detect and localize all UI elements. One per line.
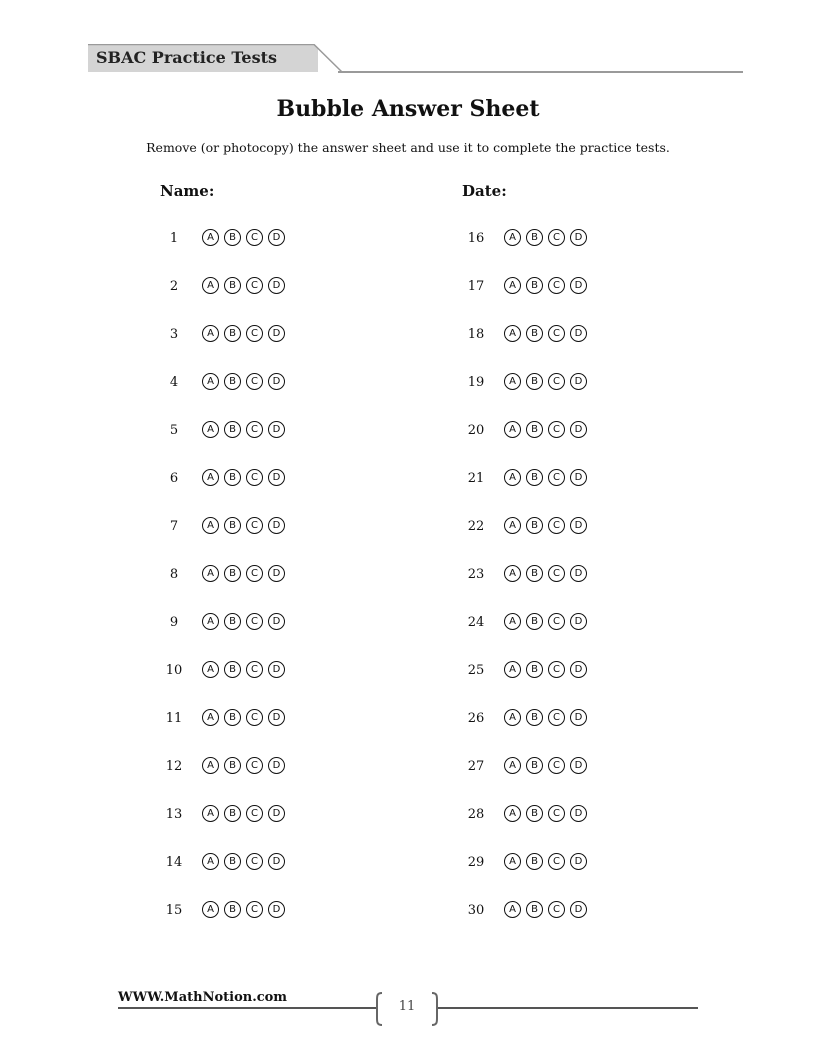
date-label: Date: [462, 182, 507, 200]
question-number: 8 [169, 567, 179, 582]
instructions: Remove (or photocopy) the answer sheet and use it to complete the practice tests. [146, 140, 670, 155]
answer-bubble-d[interactable]: D [268, 373, 285, 390]
section-header [88, 44, 743, 76]
answer-bubbles [202, 805, 285, 822]
answer-bubble-c[interactable]: C [548, 661, 565, 678]
answer-bubble-c[interactable]: C [246, 373, 263, 390]
header-section-title: SBAC Practice Tests [96, 48, 277, 67]
answer-bubble-d[interactable]: D [570, 565, 587, 582]
answer-bubbles [202, 277, 285, 294]
answer-bubble-b[interactable]: B [224, 373, 241, 390]
answer-bubble-d[interactable]: D [268, 517, 285, 534]
footer-rule-right [438, 1007, 698, 1009]
answer-bubble-d[interactable]: D [268, 229, 285, 246]
question-number: 28 [467, 807, 485, 822]
answer-bubbles [504, 757, 587, 774]
answer-bubble-a[interactable]: A [504, 661, 521, 678]
answer-bubble-d[interactable]: D [570, 757, 587, 774]
answer-bubbles [202, 757, 285, 774]
answer-bubble-a[interactable]: A [504, 709, 521, 726]
question-number: 9 [169, 615, 179, 630]
answer-bubble-b[interactable]: B [526, 901, 543, 918]
answer-bubble-c[interactable]: C [246, 421, 263, 438]
answer-bubble-c[interactable]: C [548, 565, 565, 582]
question-number: 21 [467, 471, 485, 486]
answer-bubble-b[interactable]: B [526, 277, 543, 294]
answer-bubble-d[interactable]: D [570, 277, 587, 294]
answer-bubble-b[interactable]: B [526, 853, 543, 870]
answer-bubble-c[interactable]: C [548, 613, 565, 630]
question-number: 5 [169, 423, 179, 438]
answer-bubble-c[interactable]: C [246, 757, 263, 774]
answer-bubble-d[interactable]: D [570, 661, 587, 678]
answer-bubble-d[interactable]: D [570, 421, 587, 438]
answer-bubble-a[interactable]: A [504, 469, 521, 486]
answer-bubble-c[interactable]: C [246, 853, 263, 870]
answer-bubble-c[interactable]: C [548, 901, 565, 918]
answer-bubble-b[interactable]: B [224, 757, 241, 774]
answer-bubble-d[interactable]: D [268, 805, 285, 822]
answer-bubbles [202, 853, 285, 870]
answer-bubble-b[interactable]: B [224, 565, 241, 582]
question-number: 19 [467, 375, 485, 390]
answer-bubble-b[interactable]: B [526, 661, 543, 678]
answer-bubble-b[interactable]: B [224, 709, 241, 726]
answer-bubbles [504, 469, 587, 486]
answer-bubble-a[interactable]: A [504, 277, 521, 294]
answer-bubble-b[interactable]: B [224, 853, 241, 870]
question-number: 14 [165, 855, 183, 870]
answer-bubble-b[interactable]: B [224, 421, 241, 438]
answer-bubble-a[interactable]: A [504, 853, 521, 870]
answer-bubble-d[interactable]: D [570, 613, 587, 630]
answer-bubble-b[interactable]: B [224, 277, 241, 294]
answer-bubble-c[interactable]: C [246, 805, 263, 822]
footer-rule-left [118, 1007, 378, 1009]
answer-bubble-b[interactable]: B [526, 613, 543, 630]
answer-bubble-c[interactable]: C [246, 517, 263, 534]
question-number: 29 [467, 855, 485, 870]
answer-bubble-a[interactable]: A [504, 325, 521, 342]
answer-bubble-d[interactable]: D [268, 565, 285, 582]
answer-bubble-a[interactable]: A [202, 901, 219, 918]
answer-bubble-c[interactable]: C [548, 805, 565, 822]
answer-bubble-a[interactable]: A [504, 613, 521, 630]
answer-bubble-c[interactable]: C [548, 853, 565, 870]
answer-bubble-d[interactable]: D [570, 805, 587, 822]
answer-bubble-d[interactable]: D [570, 517, 587, 534]
question-number: 16 [467, 231, 485, 246]
answer-bubble-a[interactable]: A [504, 421, 521, 438]
question-number: 3 [169, 327, 179, 342]
answer-bubble-d[interactable]: D [570, 325, 587, 342]
question-number: 26 [467, 711, 485, 726]
answer-bubbles [202, 901, 285, 918]
answer-bubbles [504, 373, 587, 390]
answer-bubble-c[interactable]: C [246, 325, 263, 342]
answer-bubble-d[interactable]: D [570, 373, 587, 390]
question-number: 6 [169, 471, 179, 486]
answer-bubble-a[interactable]: A [202, 517, 219, 534]
answer-bubbles [202, 229, 285, 246]
answer-bubble-a[interactable]: A [504, 901, 521, 918]
answer-bubble-b[interactable]: B [224, 613, 241, 630]
answer-bubble-d[interactable]: D [268, 277, 285, 294]
answer-bubble-b[interactable]: B [224, 469, 241, 486]
question-number: 1 [169, 231, 179, 246]
question-number: 4 [169, 375, 179, 390]
question-number: 11 [165, 711, 183, 726]
answer-bubble-c[interactable]: C [548, 469, 565, 486]
answer-bubbles [504, 565, 587, 582]
answer-bubble-b[interactable]: B [526, 565, 543, 582]
question-number: 27 [467, 759, 485, 774]
answer-bubble-d[interactable]: D [268, 901, 285, 918]
answer-bubble-d[interactable]: D [268, 757, 285, 774]
answer-bubble-a[interactable]: A [202, 757, 219, 774]
answer-bubble-d[interactable]: D [570, 229, 587, 246]
answer-bubble-b[interactable]: B [224, 901, 241, 918]
answer-bubble-a[interactable]: A [504, 373, 521, 390]
answer-bubbles [202, 421, 285, 438]
question-number: 22 [467, 519, 485, 534]
answer-bubble-d[interactable]: D [570, 901, 587, 918]
answer-bubbles [504, 421, 587, 438]
answer-bubbles [202, 613, 285, 630]
answer-bubble-c[interactable]: C [246, 229, 263, 246]
answer-bubble-a[interactable]: A [202, 229, 219, 246]
answer-bubble-c[interactable]: C [548, 709, 565, 726]
answer-bubbles [202, 325, 285, 342]
answer-bubble-a[interactable]: A [202, 421, 219, 438]
answer-bubble-c[interactable]: C [246, 661, 263, 678]
answer-bubble-c[interactable]: C [246, 565, 263, 582]
answer-bubble-b[interactable]: B [224, 661, 241, 678]
question-number: 20 [467, 423, 485, 438]
answer-bubble-b[interactable]: B [526, 709, 543, 726]
answer-bubble-c[interactable]: C [548, 517, 565, 534]
answer-bubble-b[interactable]: B [526, 421, 543, 438]
answer-bubble-b[interactable]: B [526, 757, 543, 774]
answer-bubbles [202, 469, 285, 486]
answer-bubble-d[interactable]: D [268, 421, 285, 438]
answer-bubbles [504, 517, 587, 534]
answer-bubble-b[interactable]: B [224, 805, 241, 822]
answer-bubble-a[interactable]: A [202, 469, 219, 486]
answer-bubbles [504, 613, 587, 630]
answer-bubble-a[interactable]: A [202, 277, 219, 294]
page-title: Bubble Answer Sheet [276, 96, 540, 122]
question-number: 7 [169, 519, 179, 534]
answer-bubble-b[interactable]: B [224, 325, 241, 342]
answer-bubbles [504, 277, 587, 294]
answer-bubbles [202, 661, 285, 678]
answer-bubble-a[interactable]: A [504, 565, 521, 582]
answer-bubble-a[interactable]: A [202, 661, 219, 678]
answer-bubble-a[interactable]: A [504, 757, 521, 774]
answer-bubble-c[interactable]: C [548, 757, 565, 774]
answer-bubble-b[interactable]: B [224, 517, 241, 534]
question-number: 25 [467, 663, 485, 678]
question-number: 13 [165, 807, 183, 822]
answer-bubble-b[interactable]: B [526, 373, 543, 390]
answer-bubble-c[interactable]: C [548, 325, 565, 342]
answer-bubble-a[interactable]: A [202, 853, 219, 870]
answer-bubble-d[interactable]: D [268, 661, 285, 678]
answer-bubble-b[interactable]: B [526, 517, 543, 534]
page-number: 11 [398, 999, 416, 1014]
header-rule [338, 71, 743, 73]
question-number: 17 [467, 279, 485, 294]
answer-bubbles [504, 325, 587, 342]
answer-bubble-a[interactable]: A [202, 805, 219, 822]
answer-bubble-d[interactable]: D [570, 709, 587, 726]
answer-bubble-a[interactable]: A [202, 565, 219, 582]
answer-bubble-d[interactable]: D [268, 613, 285, 630]
answer-bubble-a[interactable]: A [504, 229, 521, 246]
answer-bubble-a[interactable]: A [202, 709, 219, 726]
answer-bubble-d[interactable]: D [570, 853, 587, 870]
answer-bubble-b[interactable]: B [224, 229, 241, 246]
answer-bubble-d[interactable]: D [268, 325, 285, 342]
answer-bubbles [202, 709, 285, 726]
question-number: 15 [165, 903, 183, 918]
answer-bubbles [504, 709, 587, 726]
answer-bubbles [504, 229, 587, 246]
answer-bubble-a[interactable]: A [504, 805, 521, 822]
answer-bubbles [504, 901, 587, 918]
answer-bubble-c[interactable]: C [246, 613, 263, 630]
question-number: 10 [165, 663, 183, 678]
answer-bubble-b[interactable]: B [526, 325, 543, 342]
question-number: 2 [169, 279, 179, 294]
footer-url: WWW.MathNotion.com [118, 990, 288, 1005]
question-number: 24 [467, 615, 485, 630]
answer-bubble-b[interactable]: B [526, 229, 543, 246]
answer-bubbles [202, 373, 285, 390]
name-label: Name: [160, 182, 215, 200]
question-number: 23 [467, 567, 485, 582]
answer-bubble-a[interactable]: A [202, 325, 219, 342]
answer-bubble-d[interactable]: D [268, 469, 285, 486]
answer-bubbles [504, 853, 587, 870]
answer-bubble-b[interactable]: B [526, 469, 543, 486]
answer-bubble-d[interactable]: D [268, 853, 285, 870]
answer-bubble-d[interactable]: D [268, 709, 285, 726]
question-number: 18 [467, 327, 485, 342]
question-number: 30 [467, 903, 485, 918]
answer-bubble-c[interactable]: C [246, 709, 263, 726]
answer-bubble-c[interactable]: C [548, 229, 565, 246]
answer-bubble-d[interactable]: D [570, 469, 587, 486]
answer-bubble-c[interactable]: C [548, 373, 565, 390]
answer-bubbles [202, 565, 285, 582]
question-number: 12 [165, 759, 183, 774]
answer-bubble-a[interactable]: A [202, 613, 219, 630]
answer-bubbles [202, 517, 285, 534]
answer-bubble-a[interactable]: A [504, 517, 521, 534]
answer-bubbles [504, 805, 587, 822]
answer-bubbles [504, 661, 587, 678]
answer-bubble-c[interactable]: C [246, 277, 263, 294]
answer-bubble-c[interactable]: C [548, 421, 565, 438]
answer-bubble-c[interactable]: C [246, 901, 263, 918]
answer-bubble-c[interactable]: C [246, 469, 263, 486]
answer-bubble-a[interactable]: A [202, 373, 219, 390]
answer-bubble-c[interactable]: C [548, 277, 565, 294]
answer-bubble-b[interactable]: B [526, 805, 543, 822]
